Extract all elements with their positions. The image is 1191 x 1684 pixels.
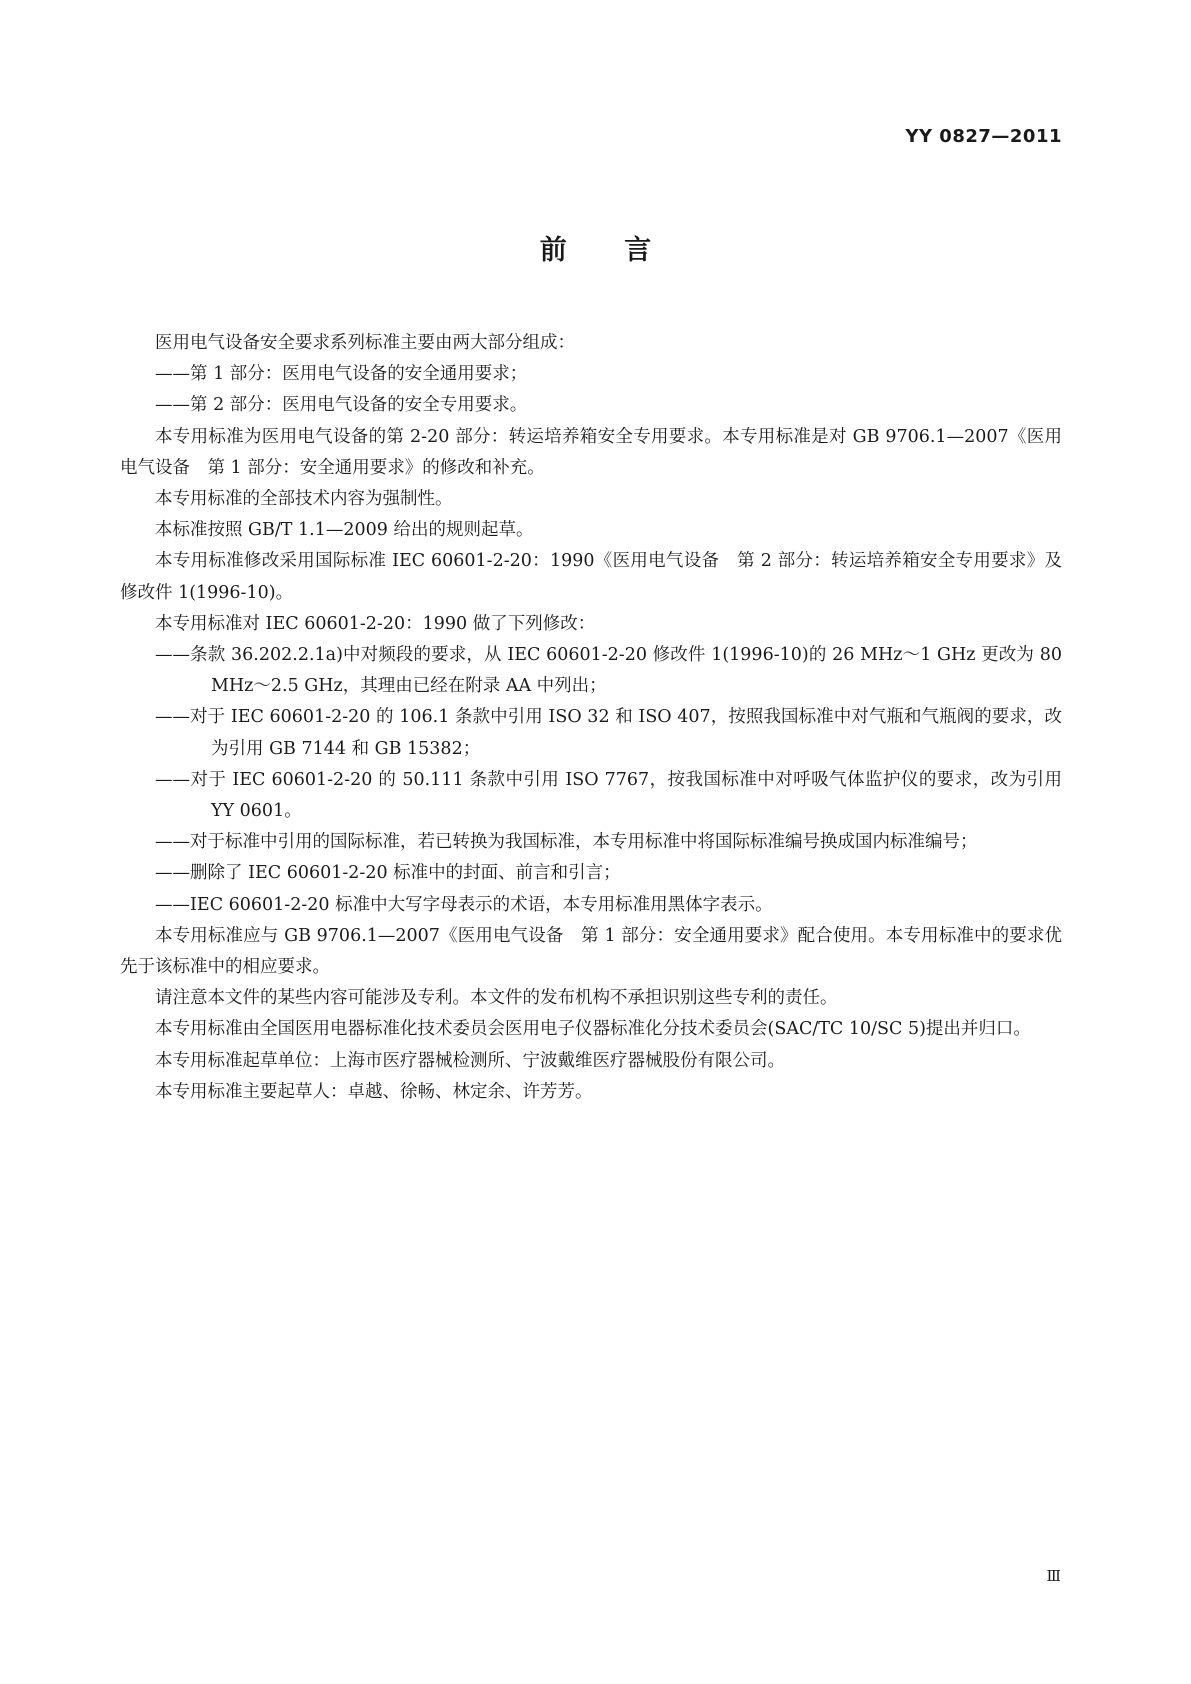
paragraph: 本专用标准对 IEC 60601-2-20：1990 做了下列修改：	[155, 613, 596, 634]
paragraph: 本专用标准由全国医用电器标准化技术委员会医用电子仪器标准化分技术委员会(SAC/TC 10/SC 5)提出并归口。	[155, 1019, 1031, 1040]
list-item: ——对于 IEC 60601-2-20 的 50.111 条款中引用 ISO 7767，按我国标准中对呼吸气体监护仪的要求，改为引用 YY 0601。	[155, 769, 1062, 822]
paragraph: 本专用标准的全部技术内容为强制性。	[155, 489, 453, 510]
list-item: ——删除了 IEC 60601-2-20 标准中的封面、前言和引言；	[155, 863, 621, 884]
paragraph: 本专用标准应与 GB 9706.1—2007《医用电气设备 第 1 部分：安全通用要求》配合使用。本专用标准中的要求优先于该标准中的相应要求。	[120, 925, 1062, 978]
list-item: ——条款 36.202.2.1a)中对频段的要求，从 IEC 60601-2-20 修改件 1(1996-10)的 26 MHz～1 GHz 更改为 80 MHz～2.5 GHz，其理由已经在附录 AA 中列出；	[155, 645, 1062, 697]
paragraph: 本标准按照 GB/T 1.1—2009 给出的规则起草。	[155, 520, 534, 541]
paragraph: 本专用标准为医用电气设备的第 2-20 部分：转运培养箱安全专用要求。本专用标准是对 GB 9706.1—2007《医用电气设备 第 1 部分：安全通用要求》的修改和补充。	[120, 426, 1062, 478]
standard-code: YY 0827—2011	[905, 126, 1062, 147]
paragraph: 请注意本文件的某些内容可能涉及专利。本文件的发布机构不承担识别这些专利的责任。	[155, 988, 838, 1009]
list-item: ——对于 IEC 60601-2-20 的 106.1 条款中引用 ISO 32 和 ISO 407，按照我国标准中对气瓶和气瓶阀的要求，改为引用 GB 7144 和 GB 15382；	[155, 707, 1062, 759]
list-item: ——IEC 60601-2-20 标准中大写字母表示的术语，本专用标准用黑体字表示。	[155, 894, 773, 915]
intro-paragraph: 医用电气设备安全要求系列标准主要由两大部分组成：	[155, 333, 575, 353]
page-number: Ⅲ	[1046, 1567, 1061, 1585]
paragraph: 本专用标准主要起草人：卓越、徐畅、林定余、许芳芳。	[155, 1081, 593, 1102]
list-item: ——对于标准中引用的国际标准，若已转换为我国标准，本专用标准中将国际标准编号换成国内标准编号；	[155, 832, 978, 853]
document-body	[120, 328, 1062, 1108]
paragraph: 本专用标准起草单位：上海市医疗器械检测所、宁波戴维医疗器械股份有限公司。	[155, 1050, 785, 1071]
list-item: ——第 2 部分：医用电气设备的安全专用要求。	[155, 395, 528, 416]
list-item: ——第 1 部分：医用电气设备的安全通用要求；	[155, 364, 528, 385]
paragraph: 本专用标准修改采用国际标准 IEC 60601-2-20：1990《医用电气设备 第 2 部分：转运培养箱安全专用要求》及修改件 1(1996-10)。	[120, 551, 1062, 603]
page-title: 前 言	[539, 235, 652, 266]
